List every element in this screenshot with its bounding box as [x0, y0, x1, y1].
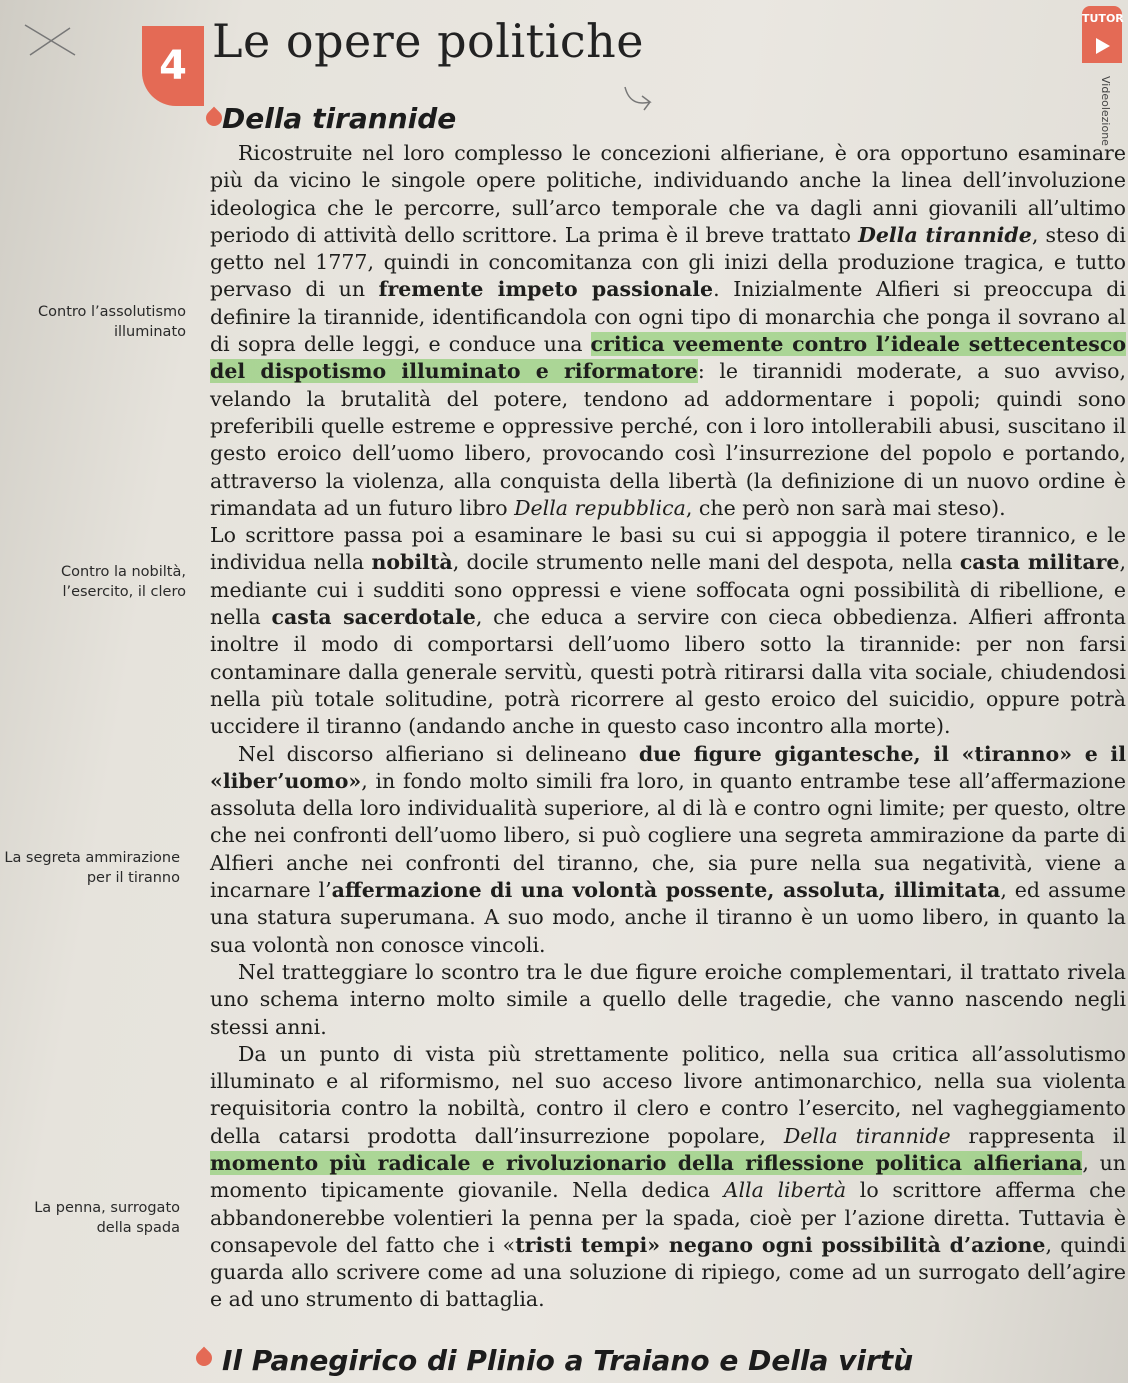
- section-heading-panegirico: Il Panegirico di Plinio a Traiano e Della virtù: [222, 1344, 914, 1377]
- margin-note-ammirazione: La segreta ammirazione per il tiranno: [4, 850, 180, 886]
- chapter-number-badge: 4: [142, 26, 204, 106]
- pencil-arrow-mark: [620, 82, 660, 112]
- chapter-title: Le opere politiche: [212, 14, 644, 68]
- paragraph-4: Nel tratteggiare lo scontro tra le due figure eroiche complementari, il trattato rivela uno schema interno molto simile a quello delle tragedie, che vanno nascendo negli stessi anni.: [210, 959, 1126, 1039]
- body-text: [210, 140, 1126, 1314]
- section-bullet-icon: [193, 1347, 216, 1370]
- highlight-critica: critica veemente contro l’ideale settecentesco del dispotismo illuminato e riformatore: [210, 332, 1127, 384]
- paragraph-1: Ricostruite nel loro complesso le concezioni alfieriane, è ora opportuno esaminare più da vicino le singole opere politiche, individuando anche la linea dell’involuzione ideologica che le percorre, sull’arco temporale che va dagli anni giovanili all’ultimo periodo di attività dello scrittore. La prima è il breve trattato Della tirannide, steso di getto nel 1777, quindi in concomitanza con gli inizi della produzione tragica, e tutto pervaso di un fremente impeto passionale. Inizialmente Alfieri si preoccupa di definire la tirannide, identificandola con ogni tipo di monarchia che ponga il sovrano al di sopra delle leggi, e conduce una critica veemente contro l’ideale settecentesco del dispotismo illuminato e riformatore: le tirannidi moderate, a suo avviso, velando la brutalità del potere, tendono ad addormentare i popoli; quindi sono preferibili quelle estreme e oppressive perché, con i loro intollerabili abusi, suscitano il gesto eroico dell’uomo libero, provocando così l’insurrezione del popolo e portando, attraverso la violenza, alla conquista della libertà (la definizione di un nuovo ordine è rimandata ad un futuro libro Della repubblica, che però non sarà mai steso).: [210, 141, 1127, 520]
- paragraph-2: Lo scrittore passa poi a esaminare le basi su cui si appoggia il potere tirannico, e le individua nella nobiltà, docile strumento nelle mani del despota, nella casta militare, mediante cui i sudditi sono oppressi e viene soffocata ogni possibilità di ribellione, e nella casta sacerdotale, che educa a servire con cieca obbedienza. Alfieri affronta inoltre il modo di comportarsi dell’uomo libero sotto la tirannide: per non farsi contaminare dalla generale servitù, questi potrà ritirarsi dalla vita sociale, chiudendosi nella più totale solitudine, potrà ricorrere al gesto eroico del suicidio, oppure potrà uccidere il tiranno (andando anche in questo caso incontro alla morte).: [210, 523, 1127, 739]
- tutor-badge: TUTOR: [1082, 6, 1122, 29]
- video-lesson-label: Videolezione: [1099, 76, 1112, 146]
- tutor-video-widget[interactable]: [1082, 6, 1128, 146]
- margin-note-assolutismo: Contro l’assolutismo illuminato: [38, 304, 186, 340]
- highlight-momento: momento più radicale e rivoluzionario della riflessione politica alfieriana: [210, 1150, 1083, 1175]
- pencil-cross-mark: [20, 20, 80, 60]
- paragraph-3: Nel discorso alfieriano si delineano due figure gigantesche, il «tiranno» e il «liber’uomo», in fondo molto simili fra loro, in quanto entrambe tese all’affermazione assoluta della loro individualità superiore, al di là e contro ogni limite; per questo, oltre che nei confronti dell’uomo libero, si può cogliere una segreta ammirazione da parte di Alfieri anche nei confronti del tiranno, che, sia pure nella sua negatività, viene a incarnare l’affermazione di una volontà possente, assoluta, illimitata, ed assume una statura superumana. A suo modo, anche il tiranno è un uomo libero, in quanto la sua volontà non conosce vincoli.: [210, 741, 1127, 957]
- margin-note-penna: La penna, surrogato della spada: [34, 1200, 180, 1236]
- margin-note-nobilta: Contro la nobiltà, l’esercito, il clero: [60, 564, 186, 600]
- paragraph-5: Da un punto di vista più strettamente politico, nella sua critica all’assolutismo illuminato e al riformismo, nel suo acceso livore antimonarchico, nella sua violenta requisitoria contro la nobiltà, contro il clero e contro l’esercito, nel vagheggiamento della catarsi prodotta dall’insurrezione popolare, Della tirannide rappresenta il momento più radicale e rivoluzionario della riflessione politica alfieriana, un momento tipicamente giovanile. Nella dedica Alla libertà lo scrittore afferma che abbandonerebbe volentieri la penna per la spada, cioè per l’azione diretta. Tuttavia è consapevole del fatto che i «tristi tempi» negano ogni possibilità d’azione, quindi guarda allo scrivere come ad una soluzione di ripiego, come ad un surrogato dell’agire e ad uno strumento di battaglia.: [210, 1041, 1127, 1312]
- section-heading-della-tirannide: Della tirannide: [222, 102, 457, 135]
- play-icon[interactable]: [1082, 29, 1122, 63]
